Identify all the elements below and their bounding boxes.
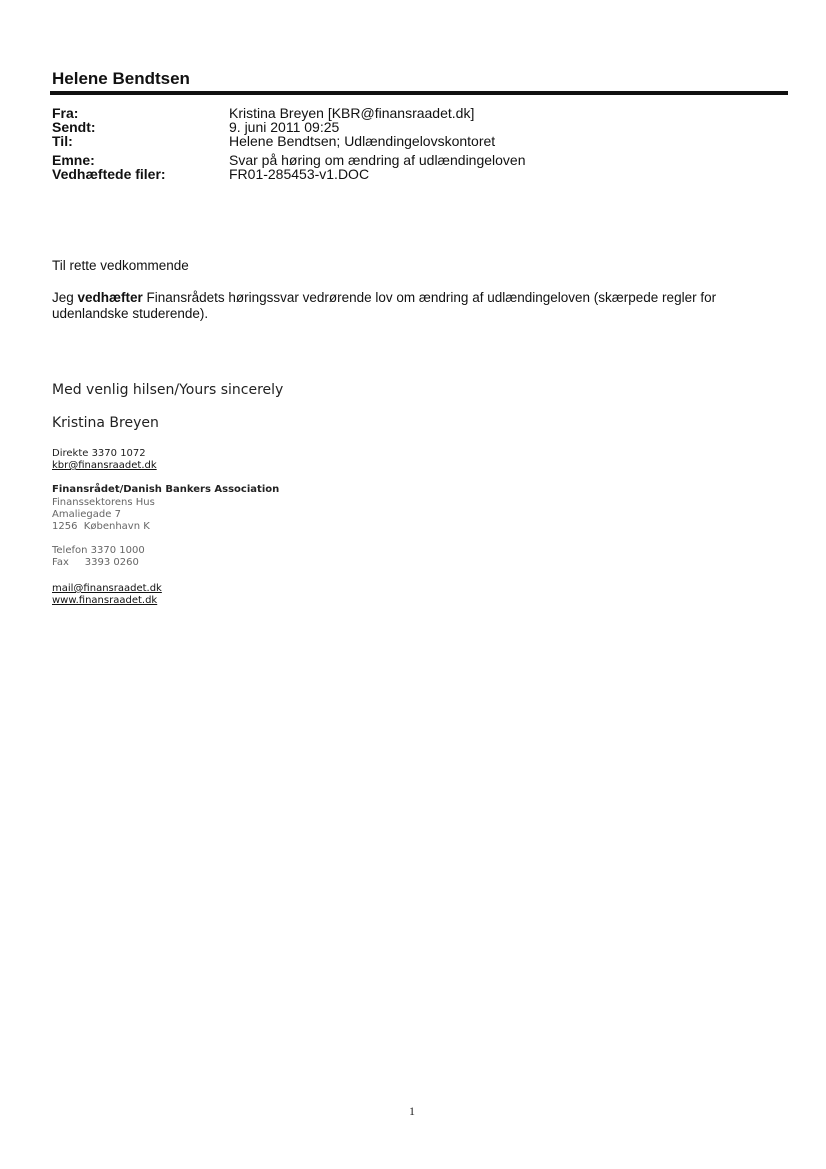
header-label-sent: Sendt: <box>52 119 96 135</box>
signature-closing: Med venlig hilsen/Yours sincerely <box>52 382 284 398</box>
header-label-to: Til: <box>52 133 73 149</box>
signature-address <box>52 497 155 533</box>
address-line-3: 1256 København K <box>52 521 150 532</box>
signature-name: Kristina Breyen <box>52 415 159 431</box>
signature-links <box>52 583 162 607</box>
header-value-subject: Svar på høring om ændring af udlændingeloven <box>229 152 526 168</box>
signature-mail-link[interactable]: mail@finansraadet.dk <box>52 583 162 594</box>
address-line-1: Finanssektorens Hus <box>52 497 155 508</box>
signature-phone: Telefon 3370 1000 <box>52 545 145 556</box>
address-line-2: Amaliegade 7 <box>52 509 121 520</box>
page-number: 1 <box>409 1104 415 1118</box>
header-label-from: Fra: <box>52 105 79 121</box>
header-divider <box>50 91 788 95</box>
signature-web-link[interactable]: www.finansraadet.dk <box>52 595 158 606</box>
header-value-from: Kristina Breyen [KBR@finansraadet.dk] <box>229 105 475 121</box>
signature-direct-phone: Direkte 3370 1072 <box>52 448 146 459</box>
header-value-attachments[interactable]: FR01-285453-v1.DOC <box>229 166 370 182</box>
header-label-subject: Emne: <box>52 152 95 168</box>
signature-organization: Finansrådet/Danish Bankers Association <box>52 484 280 495</box>
para-bold-word: vedhæfter <box>77 290 143 305</box>
para-prefix: Jeg <box>52 290 78 305</box>
mailbox-owner-name: Helene Bendtsen <box>52 69 190 88</box>
greeting: Til rette vedkommende <box>52 258 189 273</box>
message-paragraph <box>52 290 752 322</box>
signature-fax: Fax 3393 0260 <box>52 557 139 568</box>
signature-email-link[interactable]: kbr@finansraadet.dk <box>52 460 157 471</box>
header-value-sent: 9. juni 2011 09:25 <box>229 119 340 135</box>
header-value-to: Helene Bendtsen; Udlændingelovskontoret <box>229 133 496 149</box>
signature-direct-block <box>52 448 157 472</box>
header-label-attachments: Vedhæftede filer: <box>52 166 166 182</box>
para-rest: Finansrådets høringssvar vedrørende lov om ændring af udlændingeloven (skærpede regler for udenlandske studerende). <box>52 290 717 321</box>
signature-contact <box>52 545 145 569</box>
